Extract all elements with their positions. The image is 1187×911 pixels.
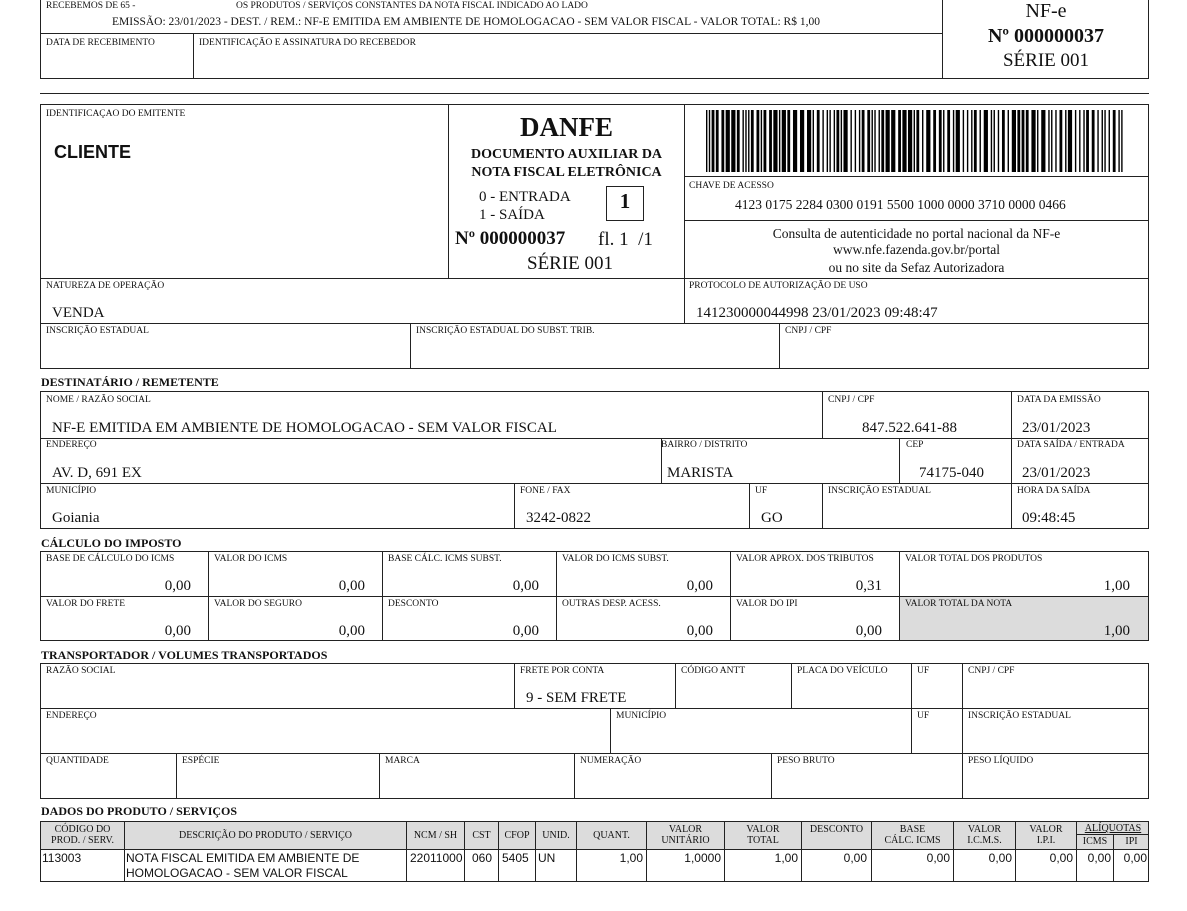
th-aliq-ipi: IPI (1125, 836, 1138, 847)
valor-st-value: 0,00 (686, 578, 713, 594)
destinatario-box (40, 391, 1149, 529)
emitente-label: IDENTIFICAÇAO DO EMITENTE (46, 109, 186, 119)
row-valor-total: 1,00 (774, 851, 798, 865)
transp-placa-label: PLACA DO VEÍCULO (797, 666, 888, 676)
canhoto-serie: SÉRIE 001 (1002, 50, 1090, 71)
chave-acesso-value: 4123 0175 2284 0300 0191 5500 1000 0000 3710 0000 0466 (735, 197, 1066, 212)
dest-uf-label: UF (755, 486, 768, 496)
th-valor-unitario: VALOR UNITÁRIO (661, 824, 710, 846)
canhoto-recebemos: RECEBEMOS DE 65 - (46, 1, 136, 11)
protocolo-value: 141230000044998 23/01/2023 09:48:47 (696, 305, 938, 321)
dest-fone-label: FONE / FAX (520, 486, 571, 496)
row-cst: 060 (472, 851, 493, 865)
dest-data-emissao-label: DATA DA EMISSÃO (1017, 395, 1101, 405)
transp-municipio-label: MUNICÍPIO (616, 711, 667, 721)
imposto-section-title: CÁLCULO DO IMPOSTO (41, 536, 182, 550)
dest-hora-label: HORA DA SAÍDA (1017, 486, 1091, 496)
row-valor-icms: 0,00 (988, 851, 1012, 865)
cut-line (40, 93, 1149, 94)
valor-icms-value: 0,00 (338, 578, 365, 594)
transp-endereco-label: ENDEREÇO (46, 711, 97, 721)
transp-quantidade-label: QUANTIDADE (46, 756, 109, 766)
th-aliq-icms: ICMS (1082, 836, 1108, 847)
row-base-icms: 0,00 (926, 851, 950, 865)
row-aliq-ipi: 0,00 (1123, 851, 1147, 865)
row-codigo: 113003 (42, 851, 82, 865)
row-desconto: 0,00 (843, 851, 867, 865)
transp-frete-label: FRETE POR CONTA (520, 666, 605, 676)
danfe-serie: SÉRIE 001 (527, 253, 614, 274)
barcode-image (706, 110, 1124, 172)
consulta-line-1: Consulta de autenticidade no portal nacional da NF-e (772, 226, 1061, 241)
th-cfop: CFOP (504, 830, 530, 841)
th-cst: CST (472, 830, 491, 841)
transp-frete-value: 9 - SEM FRETE (526, 690, 627, 706)
th-valor-icms: VALOR I.C.M.S. (967, 824, 1002, 846)
ie-label: INSCRIÇÃO ESTADUAL (46, 326, 149, 336)
transp-ie-label: INSCRIÇÃO ESTADUAL (968, 711, 1071, 721)
consulta-line-2: www.nfe.fazenda.gov.br/portal (833, 242, 1000, 257)
row-quant: 1,00 (619, 851, 643, 865)
danfe-entrada: 0 - ENTRADA (479, 189, 571, 205)
frete-value: 0,00 (164, 623, 191, 639)
total-produtos-label: VALOR TOTAL DOS PRODUTOS (905, 554, 1043, 564)
dest-nome-value: NF-E EMITIDA EM AMBIENTE DE HOMOLOGACAO - SEM VALOR FISCAL (52, 420, 557, 436)
dest-cnpj-value: 847.522.641-88 (862, 420, 957, 436)
row-ncm: 22011000 (410, 851, 463, 865)
th-desconto: DESCONTO (809, 824, 864, 835)
row-valor-ipi: 0,00 (1049, 851, 1073, 865)
transp-especie-label: ESPÉCIE (182, 756, 220, 766)
transp-uf-label: UF (917, 666, 930, 676)
danfe-subtitle-1: DOCUMENTO AUXILIAR DA (470, 147, 663, 162)
transp-antt-label: CÓDIGO ANTT (681, 666, 746, 676)
natureza-value: VENDA (52, 305, 105, 321)
frete-label: VALOR DO FRETE (46, 599, 125, 609)
transp-marca-label: MARCA (385, 756, 420, 766)
dest-bairro-value: MARISTA (667, 465, 734, 481)
th-base-icms: BASE CÁLC. ICMS (884, 824, 941, 846)
th-quant: QUANT. (593, 830, 630, 841)
canhoto-nfe-label: NF-e (1025, 0, 1067, 22)
valor-icms-label: VALOR DO ICMS (214, 554, 288, 564)
danfe-numero: Nº 000000037 (455, 228, 566, 249)
produtos-section-title: DADOS DO PRODUTO / SERVIÇOS (41, 804, 238, 818)
danfe-folha: fl. 1 /1 (598, 229, 653, 250)
row-descricao-2: HOMOLOGACAO - SEM VALOR FISCAL (126, 866, 348, 880)
transportador-section-title: TRANSPORTADOR / VOLUMES TRANSPORTADOS (41, 648, 328, 662)
dest-cnpj-label: CNPJ / CPF (828, 395, 875, 405)
data-recebimento-label: DATA DE RECEBIMENTO (46, 38, 155, 48)
dest-uf-value: GO (761, 510, 783, 526)
desconto-label: DESCONTO (388, 599, 439, 609)
outras-label: OUTRAS DESP. ACESS. (562, 599, 661, 609)
ipi-label: VALOR DO IPI (736, 599, 798, 609)
transp-razao-label: RAZÃO SOCIAL (46, 666, 116, 676)
danfe-subtitle-2: NOTA FISCAL ELETRÔNICA (471, 165, 662, 180)
transp-numeracao-label: NUMERAÇÃO (580, 756, 642, 766)
consulta-line-3: ou no site da Sefaz Autorizadora (828, 260, 1005, 275)
total-produtos-value: 1,00 (1103, 578, 1130, 594)
th-codigo: CÓDIGO DO PROD. / SERV. (51, 824, 114, 846)
danfe-tipo: 1 (619, 189, 631, 213)
row-unid: UN (538, 851, 556, 865)
emitente-cnpj-label: CNPJ / CPF (785, 326, 832, 336)
destinatario-section-title: DESTINATÁRIO / REMETENTE (41, 375, 219, 389)
base-icms-label: BASE DE CÁLCULO DO ICMS (46, 554, 175, 564)
total-nota-label: VALOR TOTAL DA NOTA (905, 599, 1013, 609)
protocolo-label: PROTOCOLO DE AUTORIZAÇÃO DE USO (689, 281, 868, 291)
row-valor-unitario: 1,0000 (684, 851, 721, 865)
dest-fone-value: 3242-0822 (526, 510, 591, 526)
dest-endereco-label: ENDEREÇO (46, 440, 97, 450)
th-aliquotas: ALÍQUOTAS (1084, 823, 1142, 834)
transp-uf2-label: UF (917, 711, 930, 721)
row-descricao-1: NOTA FISCAL EMITIDA EM AMBIENTE DE (126, 851, 360, 865)
base-st-value: 0,00 (512, 578, 539, 594)
danfe-title: DANFE (520, 112, 613, 142)
canhoto-produtos: OS PRODUTOS / SERVIÇOS CONSTANTES DA NOTA FISCAL INDICADO AO LADO (236, 1, 588, 11)
th-ncm: NCM / SH (413, 830, 458, 841)
dest-ie-label: INSCRIÇÃO ESTADUAL (828, 486, 931, 496)
danfe-saida: 1 - SAÍDA (479, 207, 545, 223)
emitente-nome: CLIENTE (54, 142, 132, 162)
ie-st-label: INSCRIÇÃO ESTADUAL DO SUBST. TRIB. (416, 326, 595, 336)
total-nota-value: 1,00 (1103, 623, 1130, 639)
dest-data-emissao-value: 23/01/2023 (1022, 420, 1091, 436)
dest-hora-value: 09:48:45 (1022, 510, 1076, 526)
th-descricao: DESCRIÇÃO DO PRODUTO / SERVIÇO (179, 830, 352, 841)
row-cfop: 5405 (502, 851, 529, 865)
valor-st-label: VALOR DO ICMS SUBST. (562, 554, 669, 564)
canhoto-numero: Nº 000000037 (987, 25, 1105, 47)
tributos-value: 0,31 (855, 578, 882, 594)
th-valor-ipi: VALOR I.P.I. (1029, 824, 1063, 846)
dest-cep-value: 74175-040 (919, 465, 984, 481)
transp-peso-bruto-label: PESO BRUTO (777, 756, 835, 766)
dest-bairro-label: BAIRRO / DISTRITO (661, 440, 748, 450)
seguro-label: VALOR DO SEGURO (214, 599, 302, 609)
seguro-value: 0,00 (338, 623, 365, 639)
dest-endereco-value: AV. D, 691 EX (52, 465, 142, 481)
row-aliq-icms: 0,00 (1087, 851, 1111, 865)
canhoto-emissao: EMISSÃO: 23/01/2023 - DEST. / REM.: NF-E EMITIDA EM AMBIENTE DE HOMOLOGACAO - SEM VALOR FISCAL - VALOR TOTAL: R$ 1,00 (112, 16, 820, 28)
transportador-box (40, 663, 1149, 799)
dest-data-saida-label: DATA SAÍDA / ENTRADA (1017, 440, 1125, 450)
dest-nome-label: NOME / RAZÃO SOCIAL (46, 395, 151, 405)
natureza-label: NATUREZA DE OPERAÇÃO (46, 281, 165, 291)
ipi-value: 0,00 (855, 623, 882, 639)
dest-cep-label: CEP (906, 440, 924, 450)
tributos-label: VALOR APROX. DOS TRIBUTOS (736, 554, 874, 564)
chave-acesso-label: CHAVE DE ACESSO (689, 181, 774, 191)
transp-peso-liquido-label: PESO LÍQUIDO (968, 756, 1034, 766)
transp-cnpj-label: CNPJ / CPF (968, 666, 1015, 676)
base-st-label: BASE CÁLC. ICMS SUBST. (388, 554, 502, 564)
identificacao-recebedor-label: IDENTIFICAÇÃO E ASSINATURA DO RECEBEDOR (199, 38, 416, 48)
dest-municipio-value: Goiania (52, 510, 100, 526)
desconto-value: 0,00 (512, 623, 539, 639)
th-valor-total: VALOR TOTAL (746, 824, 780, 846)
th-unid: UNID. (542, 830, 570, 841)
dest-municipio-label: MUNICÍPIO (46, 486, 97, 496)
dest-data-saida-value: 23/01/2023 (1022, 465, 1091, 481)
outras-value: 0,00 (686, 623, 713, 639)
base-icms-value: 0,00 (164, 578, 191, 594)
